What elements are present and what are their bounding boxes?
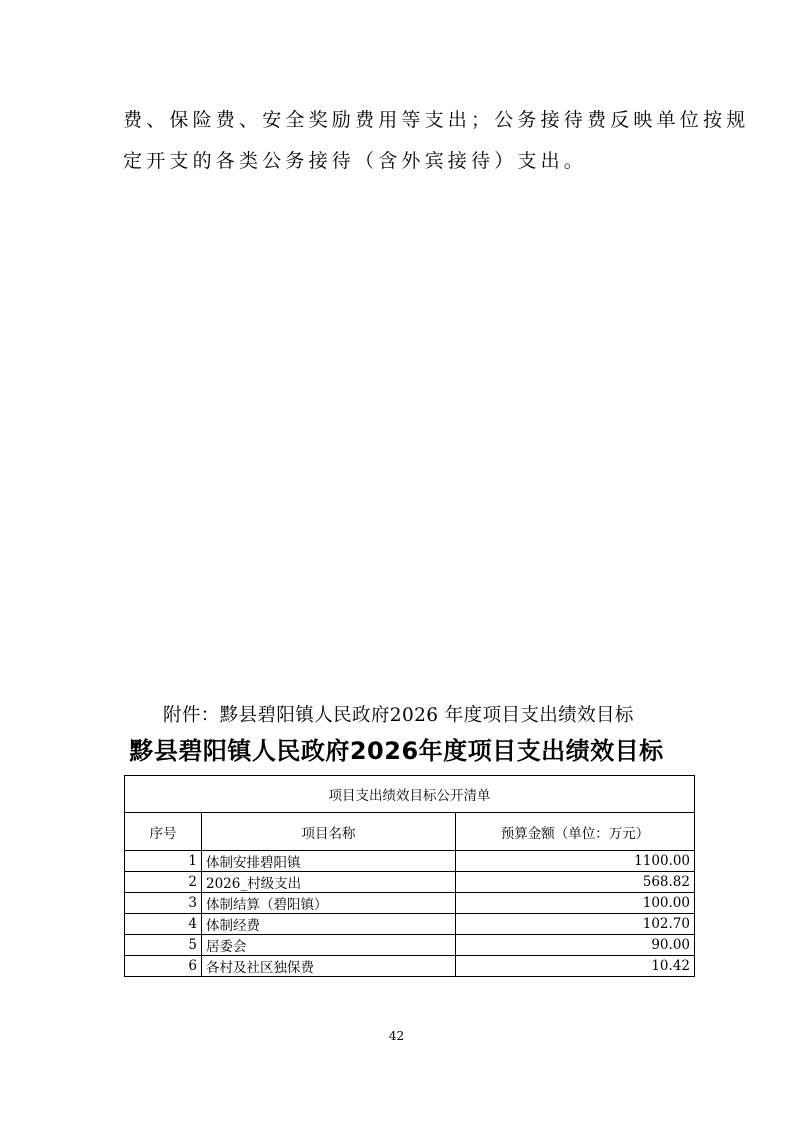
row-serial-number: 1 <box>125 851 202 872</box>
row-serial-number: 4 <box>125 914 202 935</box>
row-budget-amount: 102.70 <box>456 914 695 935</box>
body-text-line-1: 费、保险费、安全奖励费用等支出；公务接待费反映单位按规 <box>123 109 750 131</box>
row-project-name: 体制安排碧阳镇 <box>202 851 456 872</box>
row-serial-number: 6 <box>125 956 202 977</box>
table-row <box>125 914 695 935</box>
row-budget-amount: 10.42 <box>456 956 695 977</box>
header-serial-number: 序号 <box>125 813 202 851</box>
row-budget-amount: 90.00 <box>456 935 695 956</box>
row-serial-number: 2 <box>125 872 202 893</box>
row-budget-amount: 568.82 <box>456 872 695 893</box>
row-project-name: 体制经费 <box>202 914 456 935</box>
document-title: 黟县碧阳镇人民政府2026年度项目支出绩效目标 <box>129 737 664 765</box>
body-text-line-2: 定开支的各类公务接待（含外宾接待）支出。 <box>123 150 588 172</box>
row-budget-amount: 1100.00 <box>456 851 695 872</box>
header-project-name: 项目名称 <box>202 813 456 851</box>
table-row <box>125 851 695 872</box>
row-budget-amount: 100.00 <box>456 893 695 914</box>
table-row <box>125 935 695 956</box>
attachment-line: 附件：黟县碧阳镇人民政府2026 年度项目支出绩效目标 <box>163 705 634 726</box>
row-serial-number: 3 <box>125 893 202 914</box>
page-number: 42 <box>388 1029 405 1043</box>
row-project-name: 居委会 <box>202 935 456 956</box>
row-project-name: 2026_村级支出 <box>202 872 456 893</box>
table-row <box>125 872 695 893</box>
row-serial-number: 5 <box>125 935 202 956</box>
row-project-name: 体制结算（碧阳镇） <box>202 893 456 914</box>
table-caption: 项目支出绩效目标公开清单 <box>125 776 695 813</box>
performance-targets-table <box>124 775 695 977</box>
table-row <box>125 893 695 914</box>
row-project-name: 各村及社区独保费 <box>202 956 456 977</box>
header-budget-amount: 预算金额（单位：万元） <box>456 813 695 851</box>
table-row <box>125 956 695 977</box>
